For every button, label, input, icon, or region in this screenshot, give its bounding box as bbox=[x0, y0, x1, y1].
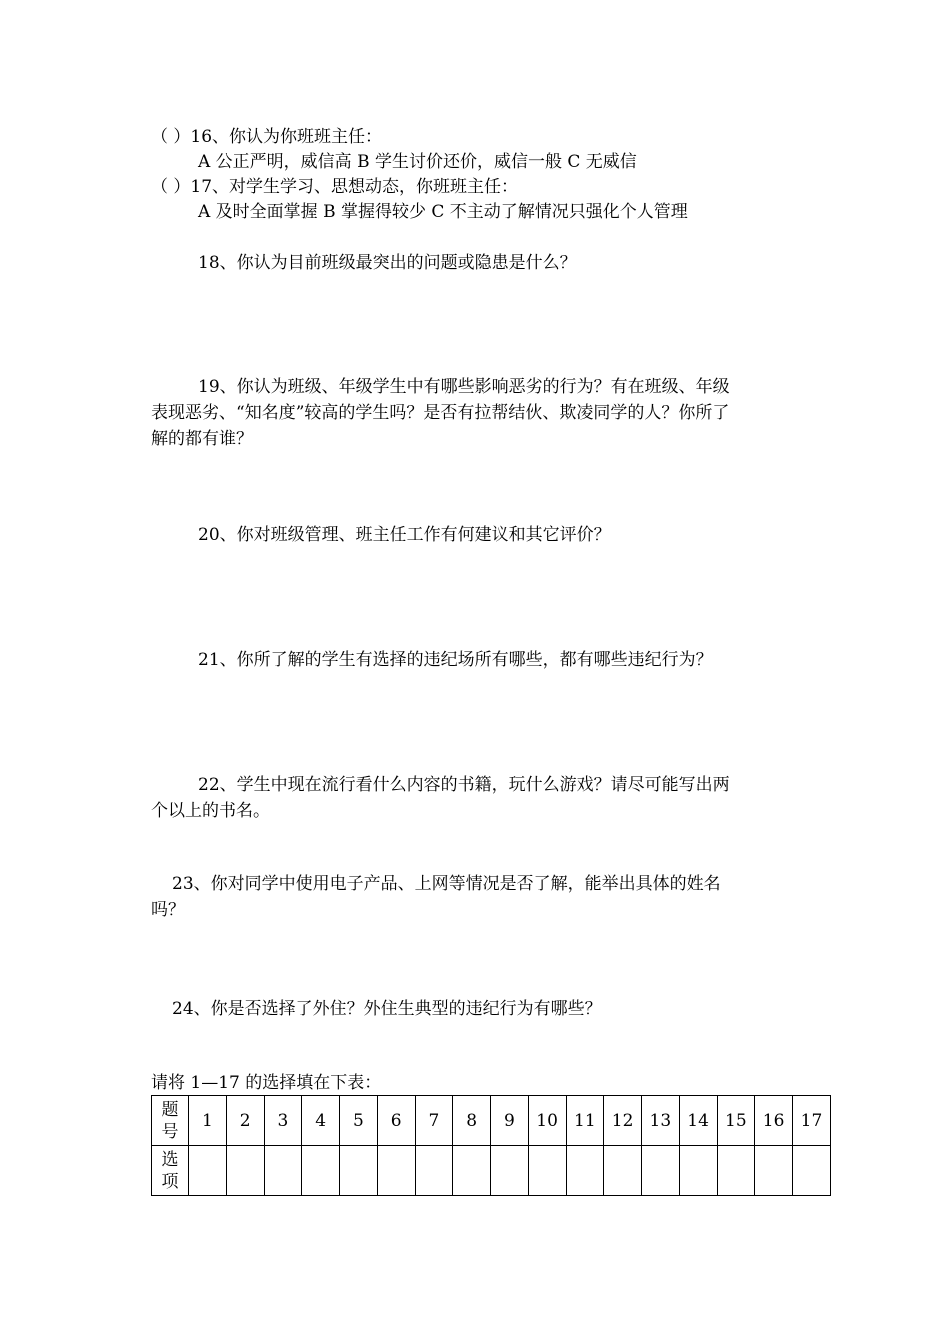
number-cell: 14 bbox=[679, 1096, 717, 1146]
answer-cell[interactable] bbox=[189, 1146, 227, 1196]
question-22-line-1: 22、学生中现在流行看什么内容的书籍，玩什么游戏？请尽可能写出两 bbox=[198, 775, 730, 795]
question-17-prefix: （ ）17、对学生学习、思想动态，你班班主任： bbox=[151, 177, 519, 197]
answer-cell[interactable] bbox=[755, 1146, 793, 1196]
number-cell: 9 bbox=[491, 1096, 529, 1146]
answer-cell[interactable] bbox=[377, 1146, 415, 1196]
number-cell: 16 bbox=[755, 1096, 793, 1146]
answer-cell[interactable] bbox=[528, 1146, 566, 1196]
number-cell: 7 bbox=[415, 1096, 453, 1146]
question-21: 21、你所了解的学生有选择的违纪场所有哪些，都有哪些违纪行为？ bbox=[198, 650, 713, 670]
question-19-line-2: 表现恶劣、“知名度”较高的学生吗？是否有拉帮结伙、欺凌同学的人？你所了 bbox=[151, 403, 730, 423]
answer-cell[interactable] bbox=[793, 1146, 831, 1196]
question-18: 18、你认为目前班级最突出的问题或隐患是什么？ bbox=[198, 253, 577, 273]
number-cell: 6 bbox=[377, 1096, 415, 1146]
question-23-line-1: 23、你对同学中使用电子产品、上网等情况是否了解，能举出具体的姓名 bbox=[172, 874, 721, 894]
question-17-options: A 及时全面掌握 B 掌握得较少 C 不主动了解情况只强化个人管理 bbox=[198, 202, 688, 222]
answer-cell[interactable] bbox=[679, 1146, 717, 1196]
answer-table-caption: 请将 1—17 的选择填在下表： bbox=[151, 1073, 382, 1093]
number-cell: 2 bbox=[226, 1096, 264, 1146]
question-23-line-2: 吗？ bbox=[151, 900, 185, 920]
answer-cell[interactable] bbox=[302, 1146, 340, 1196]
question-16-options: A 公正严明，威信高 B 学生讨价还价，威信一般 C 无威信 bbox=[198, 152, 637, 172]
number-cell: 8 bbox=[453, 1096, 491, 1146]
number-cell: 3 bbox=[264, 1096, 302, 1146]
number-cell: 17 bbox=[793, 1096, 831, 1146]
answer-cell[interactable] bbox=[340, 1146, 378, 1196]
number-cell: 4 bbox=[302, 1096, 340, 1146]
answer-table-choice-row bbox=[152, 1146, 831, 1196]
answer-cell[interactable] bbox=[566, 1146, 604, 1196]
question-19-line-3: 解的都有谁？ bbox=[151, 429, 253, 449]
question-22-line-2: 个以上的书名。 bbox=[151, 801, 270, 821]
number-cell: 15 bbox=[717, 1096, 755, 1146]
answer-cell[interactable] bbox=[717, 1146, 755, 1196]
answer-cell[interactable] bbox=[264, 1146, 302, 1196]
number-row-header-label: 题号 bbox=[161, 1099, 179, 1142]
number-cell: 10 bbox=[528, 1096, 566, 1146]
number-cell: 11 bbox=[566, 1096, 604, 1146]
number-cell: 5 bbox=[340, 1096, 378, 1146]
answer-cell[interactable] bbox=[491, 1146, 529, 1196]
choice-row-header-label: 选项 bbox=[161, 1149, 179, 1192]
number-row-header bbox=[152, 1096, 189, 1146]
answer-cell[interactable] bbox=[226, 1146, 264, 1196]
number-cell: 13 bbox=[642, 1096, 680, 1146]
question-20: 20、你对班级管理、班主任工作有何建议和其它评价？ bbox=[198, 525, 611, 545]
answer-cell[interactable] bbox=[604, 1146, 642, 1196]
question-24: 24、你是否选择了外住？外住生典型的违纪行为有哪些？ bbox=[172, 999, 602, 1019]
answer-table bbox=[151, 1095, 831, 1196]
answer-cell[interactable] bbox=[453, 1146, 491, 1196]
answer-cell[interactable] bbox=[642, 1146, 680, 1196]
number-cell: 1 bbox=[189, 1096, 227, 1146]
question-16-prefix: （ ）16、你认为你班班主任： bbox=[151, 127, 383, 147]
choice-row-header bbox=[152, 1146, 189, 1196]
number-cell: 12 bbox=[604, 1096, 642, 1146]
answer-cell[interactable] bbox=[415, 1146, 453, 1196]
answer-table-number-row bbox=[152, 1096, 831, 1146]
question-19-line-1: 19、你认为班级、年级学生中有哪些影响恶劣的行为？有在班级、年级 bbox=[198, 377, 730, 397]
